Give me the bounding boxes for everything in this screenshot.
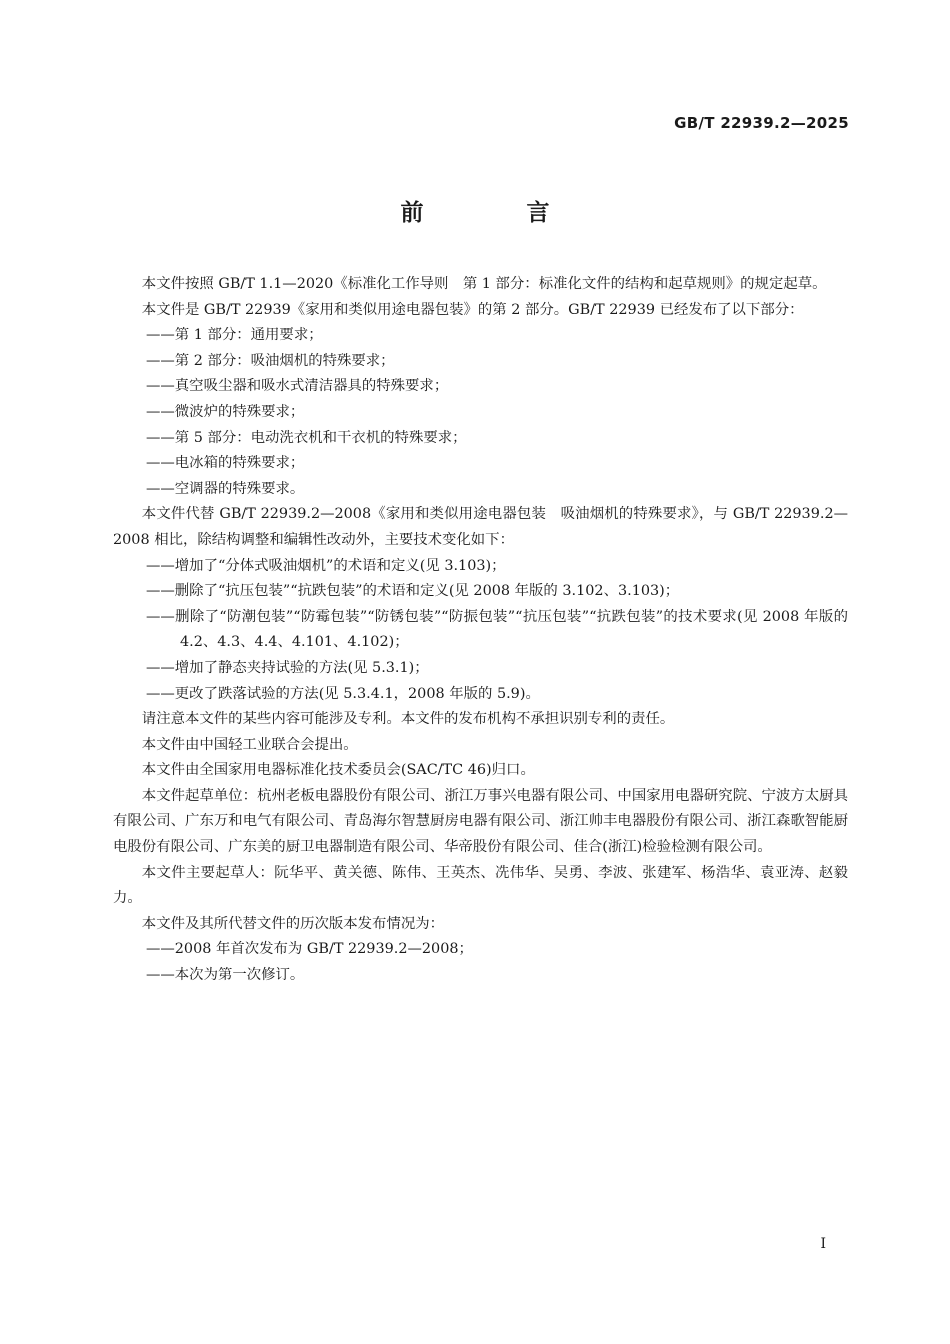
page-number: I [820, 1236, 826, 1252]
list-item-part: ——电冰箱的特殊要求； [146, 455, 305, 472]
standard-number: GB/T 22939.2—2025 [674, 114, 849, 132]
list-item-change: ——删除了“抗压包装”“抗跌包装”的术语和定义(见 2008 年版的 3.102、3.103)； [146, 583, 680, 600]
paragraph-history-intro: 本文件及其所代替文件的历次版本发布情况为： [141, 915, 445, 932]
list-item-part: ——第 1 部分：通用要求； [146, 327, 323, 344]
list-item-history: ——2008 年首次发布为 GB/T 22939.2—2008； [146, 941, 473, 958]
page-title: 前 言 [400, 200, 590, 226]
list-item-part: ——第 2 部分：吸油烟机的特殊要求； [146, 352, 395, 369]
paragraph-proposer: 本文件由中国轻工业联合会提出。 [141, 736, 358, 753]
list-item-part: ——真空吸尘器和吸水式清洁器具的特殊要求； [146, 378, 449, 395]
paragraph-committee: 本文件由全国家用电器标准化技术委员会(SAC/TC 46)归口。 [141, 762, 535, 779]
paragraph-drafting-units: 本文件起草单位：杭州老板电器股份有限公司、浙江万事兴电器有限公司、中国家用电器研究院、宁波方太厨具有限公司、广东万和电气有限公司、青岛海尔智慧厨房电器有限公司、浙江帅丰电器股份有限公司、浙江森歌智能厨电股份有限公司、广东美的厨卫电器制造有限公司、华帝股份有限公司、佳合(浙江)检验检测有限公司。 [113, 787, 848, 856]
paragraph-drafters: 本文件主要起草人：阮华平、黄关德、陈伟、王英杰、冼伟华、吴勇、李波、张建军、杨浩华、袁亚涛、赵毅力。 [113, 864, 848, 907]
paragraph-replacement: 本文件代替 GB/T 22939.2—2008《家用和类似用途电器包装 吸油烟机的特殊要求》，与 GB/T 22939.2—2008 相比，除结构调整和编辑性改动外，主要技术变化如下： [113, 506, 848, 548]
list-item-change: ——增加了静态夹持试验的方法(见 5.3.1)； [146, 659, 429, 676]
paragraph-drafting-rules: 本文件按照 GB/T 1.1—2020《标准化工作导则 第 1 部分：标准化文件的结构和起草规则》的规定起草。 [141, 276, 827, 292]
list-item-change: ——增加了“分体式吸油烟机”的术语和定义(见 3.103)； [146, 557, 506, 574]
list-item-part: ——微波炉的特殊要求； [146, 403, 305, 420]
list-item-history: ——本次为第一次修订。 [146, 967, 305, 984]
list-item-part: ——空调器的特殊要求。 [146, 480, 305, 497]
list-item-change: ——更改了跌落试验的方法(见 5.3.4.1，2008 年版的 5.9)。 [146, 685, 540, 702]
list-item-part: ——第 5 部分：电动洗衣机和干衣机的特殊要求； [146, 429, 467, 446]
paragraph-patent-notice: 请注意本文件的某些内容可能涉及专利。本文件的发布机构不承担识别专利的责任。 [141, 711, 675, 728]
paragraph-series-intro: 本文件是 GB/T 22939《家用和类似用途电器包装》的第 2 部分。GB/T 22939 已经发布了以下部分： [141, 301, 804, 318]
list-item-change: ——删除了“防潮包装”“防霉包装”“防锈包装”“防振包装”“抗压包装”“抗跌包装”的技术要求(见 2008 年版的 4.2、4.3、4.4、4.101、4.102)； [146, 608, 848, 651]
foreword-body [113, 272, 848, 989]
